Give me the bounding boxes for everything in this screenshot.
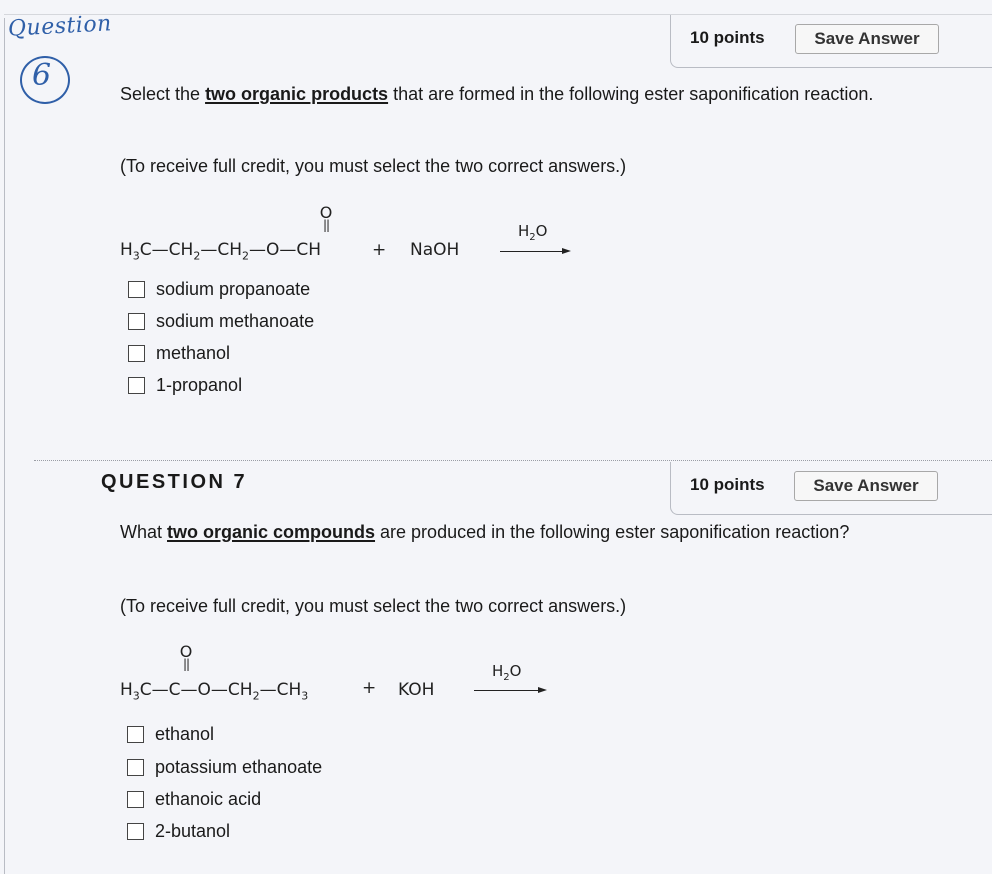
question6-note: (To receive full credit, you must select the two correct answers.) [120, 156, 627, 176]
handwritten-question-label: Question [7, 11, 113, 42]
question7-prompt-emphasis: two organic compounds [167, 522, 376, 542]
q6-option-1[interactable]: sodium propanoate [128, 279, 310, 300]
checkbox[interactable] [128, 345, 145, 362]
q7-reactant-ester: $H_3C—C—O—CH_2—CH_3$ [120, 680, 309, 703]
question7-save-answer-button[interactable]: Save Answer [794, 471, 938, 501]
q6-option-4[interactable]: 1-propanol [128, 375, 242, 396]
question6-save-answer-button[interactable]: Save Answer [795, 24, 939, 54]
question7-note: (To receive full credit, you must select the two correct answers.) [120, 596, 627, 616]
q7-reagent: KOH [398, 680, 435, 700]
q6-arrow-head [562, 248, 571, 254]
q6-carbonyl-oxygen: O || [319, 203, 333, 232]
checkbox[interactable] [127, 726, 144, 743]
q6-option-2[interactable]: sodium methanoate [128, 311, 314, 332]
q6-reactant-ester: $H_3C—CH_2—CH_2—O—CH$ [120, 240, 322, 263]
checkbox[interactable] [128, 281, 145, 298]
q7-water-label: $H_2O$ [492, 662, 522, 683]
checkbox[interactable] [128, 377, 145, 394]
question7-points: 10 points [690, 475, 765, 494]
q7-option-4[interactable]: 2-butanol [127, 821, 230, 842]
q7-arrow-head [538, 687, 547, 693]
question6-prompt: Select the two organic products that are formed in the following ester saponification reaction. [120, 84, 874, 104]
checkbox[interactable] [127, 823, 144, 840]
q6-reaction-arrow [500, 251, 564, 252]
q7-option-2[interactable]: potassium ethanoate [127, 757, 322, 778]
checkbox[interactable] [128, 313, 145, 330]
q7-reaction-arrow [474, 690, 540, 691]
q6-plus-sign: + [372, 240, 387, 260]
handwritten-question-number: 6 [32, 58, 52, 93]
question7-prompt: What two organic compounds are produced in the following ester saponification reaction? [120, 522, 850, 542]
checkbox[interactable] [127, 791, 144, 808]
q6-option-3[interactable]: methanol [128, 343, 230, 364]
left-border [4, 18, 5, 874]
question6-points: 10 points [690, 28, 765, 47]
question-divider [34, 460, 992, 461]
q7-carbonyl-oxygen: O || [179, 642, 193, 671]
q7-plus-sign: + [362, 678, 377, 698]
q7-option-3[interactable]: ethanoic acid [127, 789, 261, 810]
checkbox[interactable] [127, 759, 144, 776]
q7-option-1[interactable]: ethanol [127, 724, 214, 745]
q6-reagent: NaOH [410, 240, 460, 260]
question7-title: QUESTION 7 [101, 471, 248, 493]
question6-prompt-emphasis: two organic products [205, 84, 389, 104]
q6-water-label: $H_2O$ [518, 222, 548, 243]
